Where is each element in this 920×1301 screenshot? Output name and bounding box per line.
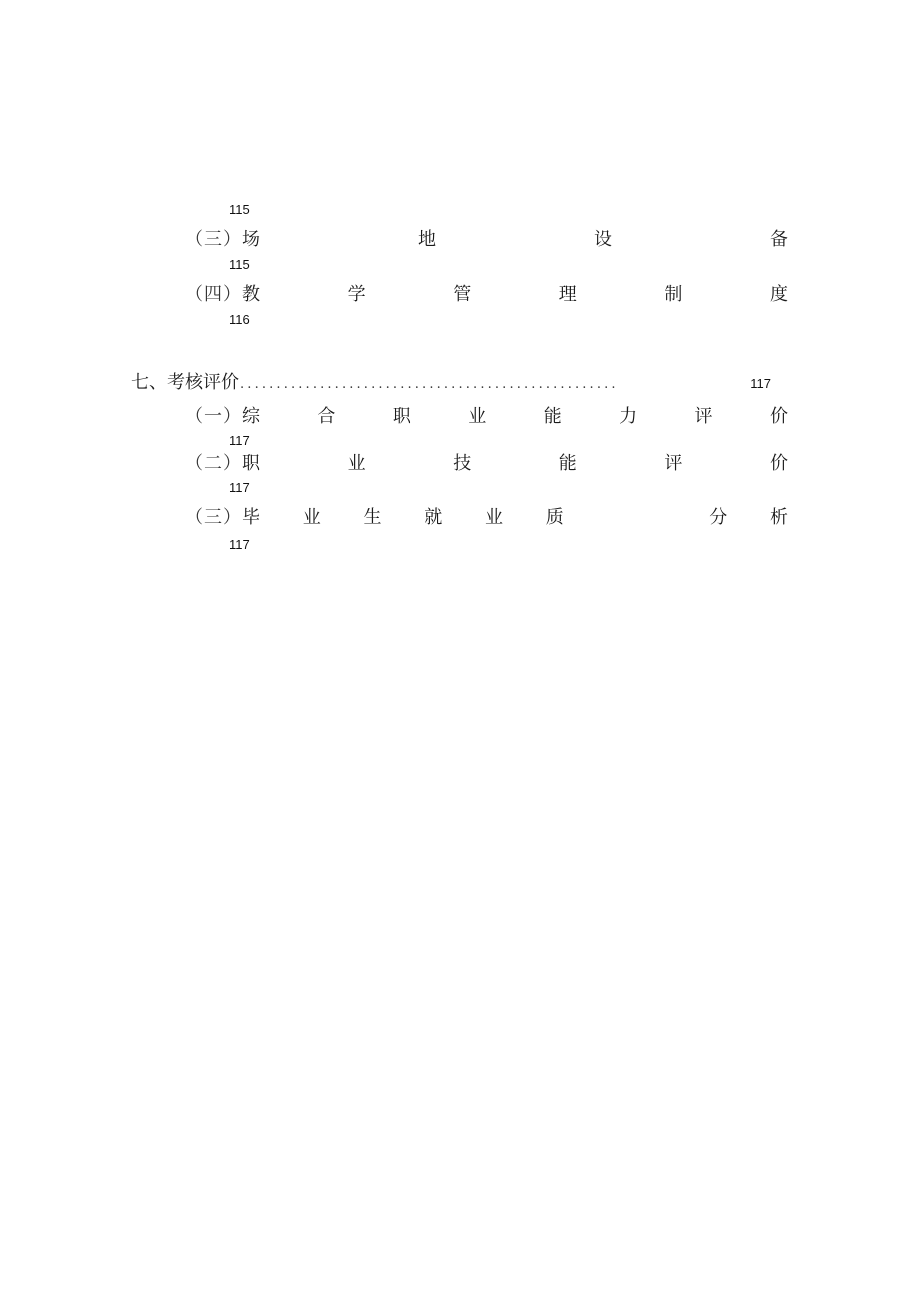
- toc-entry-char: 业: [302, 507, 321, 528]
- toc-entry-label: 考核评价: [167, 372, 239, 393]
- toc-entry-char: 制: [664, 284, 683, 305]
- toc-entry-char: 价: [769, 453, 788, 474]
- toc-entry-char: 力: [619, 406, 638, 427]
- toc-entry-char: 学: [347, 284, 366, 305]
- toc-dot-leader: ....................................................: [240, 377, 619, 392]
- toc-entry-char: 质: [545, 507, 564, 528]
- toc-entry-char: 设: [594, 229, 612, 250]
- toc-entry-teaching-management[interactable]: [185, 283, 788, 307]
- toc-entry-assessment[interactable]: [131, 371, 771, 395]
- toc-entry-char: 综: [242, 406, 260, 427]
- toc-entry-char: 生: [363, 507, 382, 528]
- toc-entry-char: 业: [468, 406, 487, 427]
- toc-page-number: 117: [229, 480, 250, 495]
- toc-entry-number: （四）: [185, 284, 242, 305]
- toc-page-number: 115: [229, 257, 250, 272]
- toc-entry-char: 评: [664, 453, 683, 474]
- toc-entry-graduate-employment[interactable]: [185, 506, 788, 530]
- toc-entry-char: 就: [424, 507, 443, 528]
- toc-entry-number: （二）: [185, 453, 242, 474]
- toc-entry-site-equipment[interactable]: [185, 228, 788, 252]
- toc-entry-title: [131, 371, 239, 395]
- toc-entry-char: 合: [317, 406, 336, 427]
- toc-entry-char: 度: [769, 284, 788, 305]
- toc-entry-char: 备: [770, 229, 788, 250]
- toc-entry-char: 管: [453, 284, 472, 305]
- toc-entry-char: 价: [769, 406, 788, 427]
- toc-entry-char: 析: [770, 507, 788, 528]
- toc-entry-vocational-skills[interactable]: [185, 452, 788, 476]
- toc-page-number: 117: [229, 433, 250, 448]
- toc-entry-char: 教: [242, 284, 260, 305]
- toc-entry-number: （一）: [185, 406, 242, 427]
- toc-page-number: 115: [229, 202, 250, 217]
- toc-entry-char: 分: [709, 507, 728, 528]
- toc-entry-comprehensive-ability[interactable]: [185, 405, 788, 429]
- toc-entry-char: 评: [694, 406, 713, 427]
- toc-entry-char: 技: [453, 453, 472, 474]
- toc-page-number: 117: [229, 537, 250, 552]
- toc-page-number: 116: [229, 312, 250, 327]
- toc-entry-char: 理: [558, 284, 577, 305]
- toc-entry-char: 业: [347, 453, 366, 474]
- toc-entry-char: 场: [242, 229, 260, 250]
- toc-entry-char: 能: [543, 406, 562, 427]
- toc-entry-char: 地: [418, 229, 436, 250]
- toc-entry-char: 能: [558, 453, 577, 474]
- toc-entry-number: （三）: [185, 507, 242, 528]
- toc-entry-char: 业: [485, 507, 503, 528]
- toc-entry-char: 职: [392, 406, 411, 427]
- toc-page-number: 117: [750, 376, 771, 391]
- toc-entry-number: （三）: [185, 229, 242, 250]
- toc-entry-char: 职: [242, 453, 260, 474]
- toc-entry-char: 毕: [242, 507, 260, 528]
- toc-entry-number: 七、: [131, 372, 167, 393]
